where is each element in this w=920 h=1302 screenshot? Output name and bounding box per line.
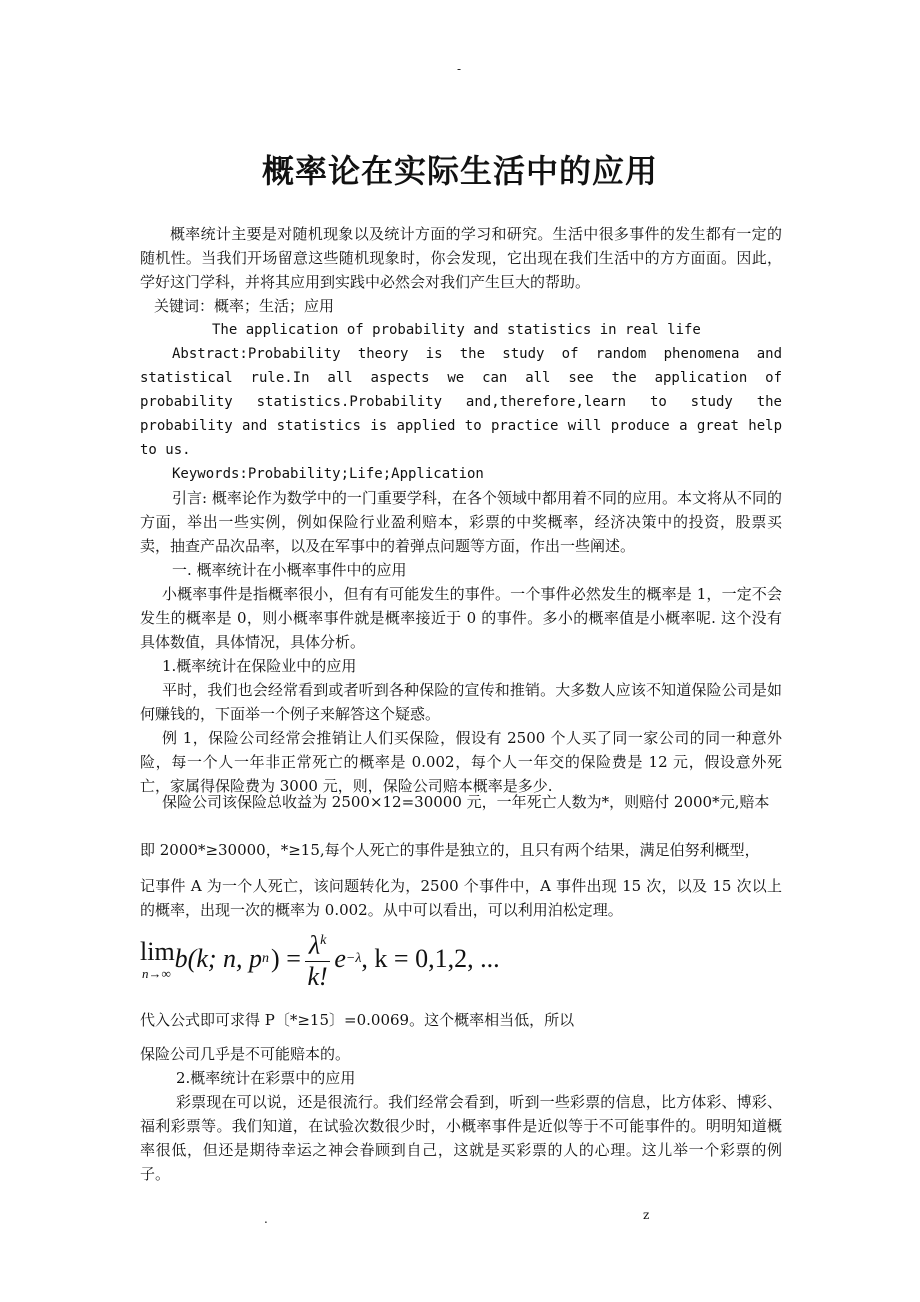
formula-num-sup: k bbox=[320, 933, 327, 949]
header-mark: - bbox=[457, 62, 462, 76]
formula-lhs-end: ) = bbox=[271, 944, 301, 973]
formula-fraction bbox=[305, 926, 330, 992]
calc-text-2: 即 2000*≥30000，*≥15,每个人死亡的事件是独立的，且只有两个结果，满足伯努利概型， bbox=[140, 841, 760, 859]
calc-line-2 bbox=[140, 838, 782, 862]
formula-numerator bbox=[305, 926, 330, 962]
footer-right-mark: z bbox=[643, 1208, 650, 1222]
section-1-paragraph: 小概率事件是指概率很小，但有有可能发生的事件。一个事件必然发生的概率是 1，一定不会发生的概率是 0，则小概率事件就是概率接近于 0 的事件。多小的概率值是小概率呢. 这个没有具体数值，具体情况，具体分析。 bbox=[140, 585, 782, 651]
title-en: The application of probability and statistics in real life bbox=[212, 322, 701, 338]
calc-text-4: 代入公式即可求得 P〔*≥15〕=0.0069。这个概率相当低，所以 bbox=[140, 1011, 575, 1029]
subsection-1-heading: 1.概率统计在保险业中的应用 bbox=[162, 657, 357, 675]
formula-lim-word: lim bbox=[140, 937, 175, 966]
formula-exp-sup: −λ bbox=[345, 951, 362, 966]
calc-line-3 bbox=[140, 874, 782, 922]
keywords-cn: 关键词：概率；生活；应用 bbox=[154, 297, 335, 315]
abstract-cn: 概率统计主要是对随机现象以及统计方面的学习和研究。生活中很多事件的发生都有一定的随机性。当我们开场留意这些随机现象时，你会发现，它出现在我们生活中的方方面面。因此，学好这门学科，并将其应用到实践中必然会对我们产生巨大的帮助。 bbox=[140, 225, 782, 291]
calc-text-3: 记事件 A 为一个人死亡，该问题转化为，2500 个事件中，A 事件出现 15 次，以及 15 次以上的概率，出现一次的概率为 0.002。从中可以看出，可以利用泊松定理。 bbox=[140, 877, 782, 919]
abstract-section bbox=[140, 222, 782, 798]
formula-exp: e bbox=[334, 944, 346, 973]
formula-lhs-sub: n bbox=[262, 951, 270, 966]
formula-lim-sub: n→∞ bbox=[142, 966, 171, 981]
section-2 bbox=[140, 1042, 782, 1186]
calc-line-4 bbox=[140, 1008, 782, 1032]
subsection-2-paragraph: 彩票现在可以说，还是很流行。我们经常会看到，听到一些彩票的信息，比方体彩、博彩、福利彩票等。我们知道，在试验次数很少时，小概率事件是近似等于不可能事件的。明明知道概率很低，但还是期待幸运之神会眷顾到自己，这就是买彩票的人的心理。这儿举一个彩票的例子。 bbox=[140, 1093, 782, 1183]
formula-denominator: k! bbox=[307, 961, 328, 991]
keywords-en: Keywords:Probability;Life;Application bbox=[172, 466, 484, 482]
example-1: 例 1，保险公司经常会推销让人们买保险，假设有 2500 个人买了同一家公司的同一种意外险，每一个人一年非正常死亡的概率是 0.002，每个人一年交的保险费是 12 元，假设意外死亡，家属得保险费为 3000 元，则，保险公司赔本概率是多少. bbox=[140, 729, 782, 795]
calc-text-5: 保险公司几乎是不可能赔本的。 bbox=[140, 1045, 351, 1063]
intro-paragraph: 引言: 概率论作为数学中的一门重要学科，在各个领域中都用着不同的应用。本文将从不同的方面，举出一些实例，例如保险行业盈利赔本，彩票的中奖概率，经济决策中的投资，股票买卖，抽查产品次品率，以及在军事中的着弹点问题等方面，作出一些阐述。 bbox=[140, 489, 782, 555]
formula-limit bbox=[140, 937, 175, 981]
calc-line-1 bbox=[140, 790, 782, 814]
subsection-2-heading: 2.概率统计在彩票中的应用 bbox=[176, 1069, 356, 1087]
formula-lhs: b(k; n, p bbox=[174, 944, 263, 973]
formula-expression bbox=[140, 924, 782, 994]
abstract-en: Abstract:Probability theory is the study of random phenomena and statistical rule.In all aspects we can all see the application of probability statistics.Probability and,therefore,learn to study the probability and statistics is applied to practice will produce a great help to us. bbox=[140, 346, 782, 458]
section-1-heading: 一. 概率统计在小概率事件中的应用 bbox=[172, 561, 407, 579]
formula-tail: , k = 0,1,2, ... bbox=[361, 944, 500, 973]
calc-text-1: 保险公司该保险总收益为 2500×12=30000 元，一年死亡人数为*，则赔付 2000*元,赔本 bbox=[162, 793, 770, 811]
footer-left-mark: . bbox=[264, 1212, 268, 1226]
subsection-1-paragraph: 平时，我们也会经常看到或者听到各种保险的宣传和推销。大多数人应该不知道保险公司是如何赚钱的，下面举一个例子来解答这个疑惑。 bbox=[140, 681, 782, 723]
poisson-formula bbox=[140, 924, 782, 994]
formula-lambda: λ bbox=[308, 930, 321, 960]
document-title: 概率论在实际生活中的应用 bbox=[261, 152, 658, 190]
